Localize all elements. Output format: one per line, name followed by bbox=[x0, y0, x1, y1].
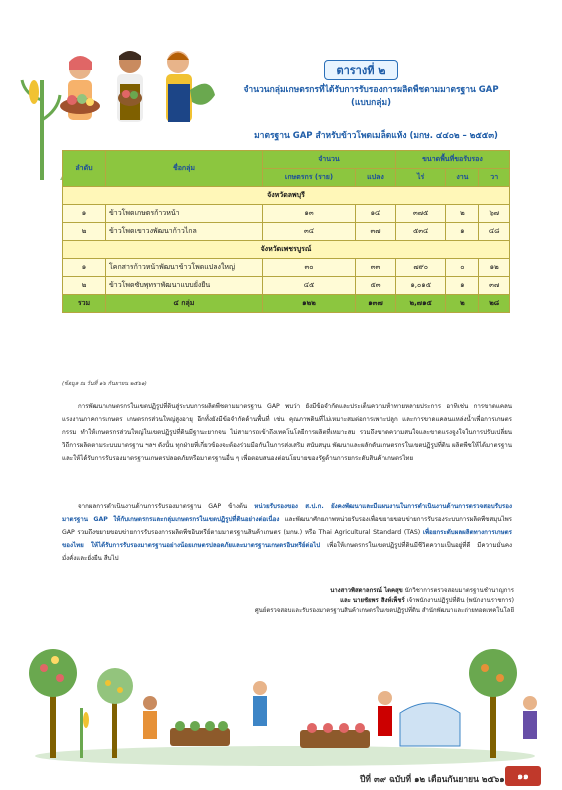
cell-farmers: ๓๐ bbox=[263, 259, 356, 277]
header-plots: แปลง bbox=[356, 169, 396, 187]
cell-wa: ๑๒ bbox=[479, 259, 510, 277]
header-group: ชื่อกลุ่ม bbox=[106, 151, 263, 187]
cell-total-groups: ๔ กลุ่ม bbox=[106, 295, 263, 313]
table-subtitle bbox=[226, 84, 516, 110]
cell-plots: ๕๓ bbox=[356, 277, 396, 295]
para2-text-c: และพัฒนาศักยภาพหน่วยรับรองเพื่อขยายขอบข่ายการรับรองระบบการผลิตพืชสมุนไพร GAP รวมถึงขยายขอบข่ายการรับรองการผลิตพืชอินทรีย์ตามมาตรฐานสินค้าเกษตร (มกษ.) หรือ Thai Agricultural Standard (TAS) bbox=[62, 516, 512, 536]
subtitle-line-1: จำนวนกลุ่มเกษตรกรที่ได้รับการรับรองการผลิตพืชตามมาตรฐาน GAP bbox=[243, 85, 499, 95]
table-row bbox=[63, 259, 510, 277]
header-count: จำนวน bbox=[263, 151, 396, 169]
cell-no: ๑ bbox=[63, 205, 106, 223]
header-order: ลำดับ bbox=[63, 151, 106, 187]
cell-plots: ๓๓ bbox=[356, 259, 396, 277]
paragraph-2 bbox=[62, 500, 512, 565]
total-row bbox=[63, 295, 510, 313]
cell-total-farmers: ๑๒๒ bbox=[263, 295, 356, 313]
author-2-name: และ นายชัยพร สิงห์เพ็ชร์ bbox=[340, 597, 405, 604]
cell-total-ngan: ๒ bbox=[446, 295, 479, 313]
cell-wa: ๓๗ bbox=[479, 277, 510, 295]
cell-no: ๒ bbox=[63, 223, 106, 241]
province-row: จังหวัดเพชรบูรณ์ bbox=[63, 241, 510, 259]
cell-total-wa: ๒๘ bbox=[479, 295, 510, 313]
cell-no: ๑ bbox=[63, 259, 106, 277]
data-source-note: (ข้อมูล ณ วันที่ ๑๖ กันยายน ๒๕๖๑) bbox=[62, 381, 147, 387]
cell-wa: ๖๗ bbox=[479, 205, 510, 223]
para2-text-e: เพื่อให้เกษตรกรในเขตปฏิรูปที่ดินมีชีวิตความเป็นอยู่ที่ดี มีความมั่นคง มั่งคั่งและยั่งยืน สืบไป bbox=[62, 542, 513, 562]
farm-scene-illustration bbox=[20, 628, 550, 768]
issue-footer: ปีที่ ๓๙ ฉบับที่ ๑๒ เดือนกันยายน ๒๕๖๑ bbox=[360, 775, 505, 785]
header-farmers: เกษตรกร (ราย) bbox=[263, 169, 356, 187]
para2-highlight-2: เพื่อยกระดับผลผลิตทางการเกษตรของไทย ให้ได้รับการรับรองมาตรฐานอย่างน้อยเกษตรปลอดภัยและมาตรฐานเกษตรอินทรีย์ต่อไป bbox=[62, 529, 512, 549]
paragraph-1: การพัฒนาเกษตรกรในเขตปฏิรูปที่ดินสู่ระบบการผลิตพืชตามมาตรฐาน GAP พบว่า ยังมีข้อจำกัดและประเด็นความท้าทายหลายประการ อาทิเช่น การขาดแคลนแรงงานภาคการเกษตร เกษตรกรส่วนใหญ่สูงอายุ อีกทั้งยังมีข้อจำกัดด้านพื้นที่ เช่น คุณภาพดินที่ไม่เหมาะสมต่อการเพาะปลูก และการขาดแคลนแหล่งน้ำเพื่อการเกษตรกรรม ทำให้เกษตรกรส่วนใหญ่ในเขตปฏิรูปที่ดินมีฐานะยากจน ไม่สามารถเข้าถึงเทคโนโลยีการผลิตที่เหมาะสม รวมถึงขาดความสนใจและขาดแรงจูงใจในการปรับเปลี่ยนวิถีการผลิตตามระบบมาตรฐาน ฯลฯ ดังนั้น ทุกฝ่ายที่เกี่ยวข้องจะต้องร่วมมือกันในการส่งเสริม สนับสนุน พัฒนาและผลักดันเกษตรกรในเขตปฏิรูปที่ดิน ผลิตพืชให้ได้มาตรฐาน และให้ได้รับการรับรองมาตรฐานเกษตรปลอดภัยหรือมาตรฐานอื่น ๆ เพื่อตอบสนองต่อนโยบายของรัฐด้านการยกระดับสินค้าเกษตรไทย bbox=[62, 403, 512, 462]
cell-group-name: ข้าวโพดซับพุทราพัฒนาแบบยั่งยืน bbox=[106, 277, 263, 295]
author-1-title: นักวิชาการตรวจสอบมาตรฐานชำนาญการ bbox=[402, 587, 514, 594]
author-1-name: นางสาวพิสดาลกรณ์ ไตคสุข bbox=[330, 587, 403, 594]
cell-rai: ๑,๐๑๕ bbox=[395, 277, 445, 295]
table-title: ตารางที่ ๒ bbox=[324, 60, 398, 80]
cell-rai: ๗๙๐ bbox=[395, 259, 445, 277]
cell-ngan: ๑ bbox=[446, 223, 479, 241]
table-row bbox=[63, 223, 510, 241]
cell-group-name: ข้าวโพดเกษตรก้าวหน้า bbox=[106, 205, 263, 223]
cell-farmers: ๔๕ bbox=[263, 277, 356, 295]
author-2-title: เจ้าพนักงานปฏิรูปที่ดิน (พนักงานราชการ) bbox=[404, 597, 514, 604]
cell-group-name: โคกสารก้าวหน้าพัฒนาข้าวโพดแปลงใหญ่ bbox=[106, 259, 263, 277]
cell-ngan: ๒ bbox=[446, 205, 479, 223]
page-number: ๑๑ bbox=[505, 766, 541, 786]
cell-no: ๒ bbox=[63, 277, 106, 295]
cell-total-rai: ๒,๗๑๕ bbox=[395, 295, 445, 313]
cell-farmers: ๑๓ bbox=[263, 205, 356, 223]
header-rai: ไร่ bbox=[395, 169, 445, 187]
cell-plots: ๓๗ bbox=[356, 223, 396, 241]
cell-wa: ๔๘ bbox=[479, 223, 510, 241]
author-block bbox=[174, 586, 514, 616]
header-wa: วา bbox=[479, 169, 510, 187]
cell-total-plots: ๑๓๗ bbox=[356, 295, 396, 313]
cell-plots: ๑๔ bbox=[356, 205, 396, 223]
cell-rai: ๓๗๕ bbox=[395, 205, 445, 223]
para2-text-a: จากผลการดำเนินงานด้านการรับรองมาตรฐาน GAP ข้างต้น bbox=[78, 503, 255, 510]
author-affiliation: ศูนย์ตรวจสอบและรับรองมาตรฐานสินค้าเกษตรในเขตปฏิรูปที่ดิน สำนักพัฒนาและถ่ายทอดเทคโนโลยี bbox=[254, 607, 514, 614]
header-ngan: งาน bbox=[446, 169, 479, 187]
header-area: ขนาดพื้นที่ขอรับรอง bbox=[395, 151, 509, 169]
cell-total-label: รวม bbox=[63, 295, 106, 313]
cell-ngan: ๐ bbox=[446, 259, 479, 277]
cell-group-name: ข้าวโพดเขาวงพัฒนาก้าวไกล bbox=[106, 223, 263, 241]
subtitle-line-2: (แบบกลุ่ม) bbox=[351, 98, 391, 108]
cell-ngan: ๑ bbox=[446, 277, 479, 295]
cell-rai: ๕๓๔ bbox=[395, 223, 445, 241]
cell-farmers: ๓๔ bbox=[263, 223, 356, 241]
certification-table bbox=[62, 150, 510, 313]
table-row bbox=[63, 205, 510, 223]
table-row bbox=[63, 277, 510, 295]
para2-highlight-1: หน่วยรับรองของ ส.ป.ก. ยังคงพัฒนาและมีแผนงานในการดำเนินงานด้านการตรวจสอบรับรองมาตรฐาน GAP ให้กับเกษตรกรและกลุ่มเกษตรกรในเขตปฏิรูปที่ดินอย่างต่อเนื่อง bbox=[62, 503, 512, 523]
standard-title: มาตรฐาน GAP สำหรับข้าวโพดเมล็ดแห้ง (มกษ. ๔๔๐๒ – ๒๕๕๓) bbox=[254, 131, 498, 141]
province-row: จังหวัดลพบุรี bbox=[63, 187, 510, 205]
